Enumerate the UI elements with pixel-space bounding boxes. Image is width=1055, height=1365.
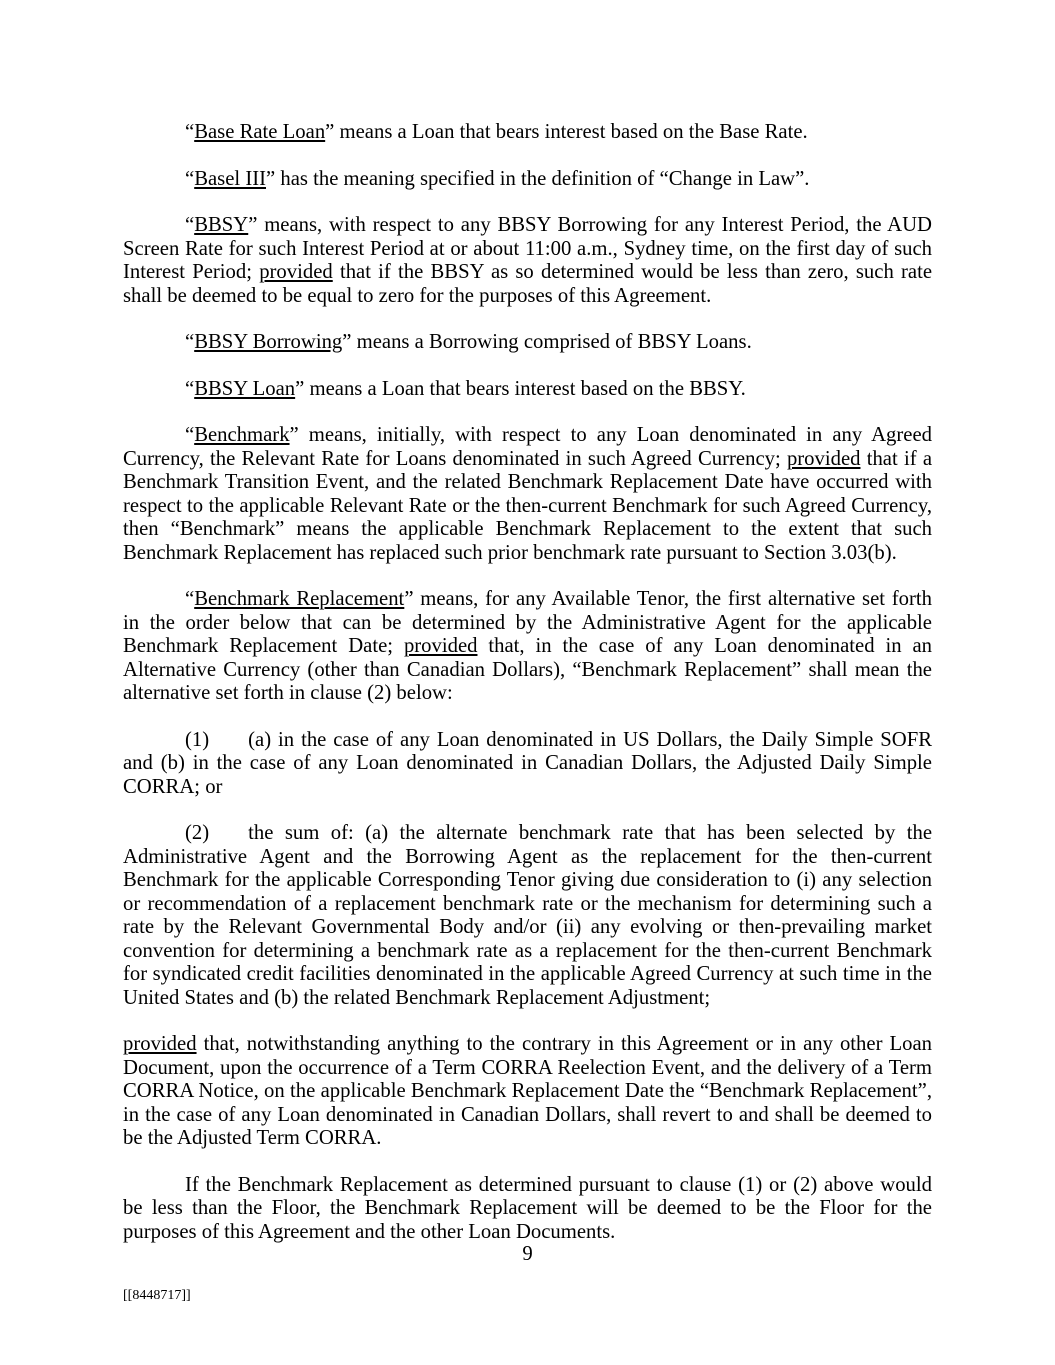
- text-run: ” has the meaning specified in the definition of “Change in Law”.: [266, 167, 810, 190]
- text-run: that, notwithstanding anything to the contrary in this Agreement or in any other Loan Document, upon the occurrence of a Term CORRA Reelection Event, and the delivery of a Term CORRA Notice, on the applicable Benchmark Replacement Date the “Benchmark Replacement”, in the case of any Loan denominated in Canadian Dollars, shall revert to and shall be deemed to be the Adjusted Term CORRA.: [123, 1033, 932, 1149]
- document-id-stamp: [[8448717]]: [123, 1288, 191, 1303]
- text-run: “: [185, 377, 195, 400]
- text-run: “: [185, 588, 195, 610]
- definition-benchmark-replacement: [123, 588, 932, 706]
- defined-term: BBSY: [194, 214, 249, 236]
- defined-term: BBSY Borrowing: [194, 331, 343, 353]
- text-run: “: [185, 214, 195, 236]
- proviso-term-corra-paragraph: [123, 1033, 932, 1151]
- proviso-keyword: provided: [403, 635, 478, 657]
- clause-1-paragraph: [123, 729, 932, 800]
- definition-basel-iii: [123, 168, 932, 192]
- floor-paragraph: [123, 1174, 932, 1245]
- definition-bbsy-loan: [123, 378, 932, 402]
- page-body: [123, 121, 932, 1244]
- text-run: that if the BBSY as so determined would be less than zero, such rate shall be deemed to be equal to zero for the purposes of this Agreement.: [123, 261, 932, 307]
- defined-term: Basel III: [194, 167, 266, 190]
- text-run: ” means, initially, with respect to any Loan denominated in any Agreed Currency, the Relevant Rate for Loans denominated in such Agreed Currency;: [123, 424, 932, 470]
- text-run: ” means a Borrowing comprised of BBSY Loans.: [342, 331, 752, 353]
- proviso-keyword: provided: [259, 261, 333, 283]
- defined-term: Benchmark Replacement: [194, 588, 405, 610]
- defined-term: Benchmark: [194, 424, 290, 446]
- text-run: that, in the case of any Loan denominated in an Alternative Currency (other than Canadian Dollars), “Benchmark Replacement” shall mean the alternative set forth in clause (2) below:: [123, 635, 933, 704]
- text-run: “: [185, 167, 195, 190]
- text-run: that if a Benchmark Transition Event, and the related Benchmark Replacement Date have occurred with respect to the applicable Relevant Rate or the then-current Benchmark for such Agreed Currency, then “Benchmark” means the applicable Benchmark Replacement to the extent that such Benchmark Replacement has replaced such prior benchmark rate pursuant to Section 3.03(b).: [123, 447, 933, 564]
- proviso-keyword: provided: [786, 447, 861, 470]
- text-run: ” means a Loan that bears interest based on the BBSY.: [295, 377, 746, 400]
- clause-2-paragraph: [123, 822, 932, 1010]
- definition-benchmark: [123, 424, 932, 565]
- defined-term: BBSY Loan: [194, 377, 296, 400]
- text-run: the sum of: (a) the alternate benchmark rate that has been selected by the Administrative Agent and the Borrowing Agent as the replacement for the then-current Benchmark for the applicable Corresponding Tenor giving due consideration to (i) any selection or recommendation of a replacement benchmark rate or the mechanism for determining such a rate by the Relevant Governmental Body and/or (ii) any evolving or then-prevailing market convention for determining a benchmark rate as a replacement for the then-current Benchmark for syndicated credit facilities denominated in the applicable Agreed Currency at such time in the United States and (b) the related Benchmark Replacement Adjustment;: [123, 822, 932, 1009]
- clause-marker: (1): [185, 728, 210, 751]
- text-run: ” means, with respect to any BBSY Borrowing for any Interest Period, the AUD Screen Rate for such Interest Period at or about 11:00 a.m., Sydney time, on the first day of such Interest Period;: [123, 214, 932, 283]
- text-run: “: [185, 121, 195, 143]
- text-run: “: [185, 331, 195, 353]
- text-run: ” means, for any Available Tenor, the first alternative set forth in the order below that can be determined by the Administrative Agent for the applicable Benchmark Replacement Date;: [123, 588, 932, 657]
- text-run: (a) in the case of any Loan denominated in US Dollars, the Daily Simple SOFR and (b) in the case of any Loan denominated in Canadian Dollars, the Adjusted Daily Simple CORRA; or: [123, 728, 932, 798]
- clause-marker: (2): [185, 822, 210, 844]
- page-number: 9: [522, 1243, 533, 1265]
- proviso-keyword: provided: [123, 1033, 197, 1055]
- text-run: ” means a Loan that bears interest based on the Base Rate.: [325, 121, 808, 143]
- text-run: “: [185, 424, 195, 446]
- definition-bbsy: [123, 214, 932, 308]
- definition-base-rate-loan: [123, 121, 932, 145]
- defined-term: Base Rate Loan: [194, 121, 326, 143]
- definition-bbsy-borrowing: [123, 331, 932, 355]
- text-run: If the Benchmark Replacement as determined pursuant to clause (1) or (2) above would be less than the Floor, the Benchmark Replacement will be deemed to be the Floor for the purposes of this Agreement and the other Loan Documents.: [123, 1173, 932, 1243]
